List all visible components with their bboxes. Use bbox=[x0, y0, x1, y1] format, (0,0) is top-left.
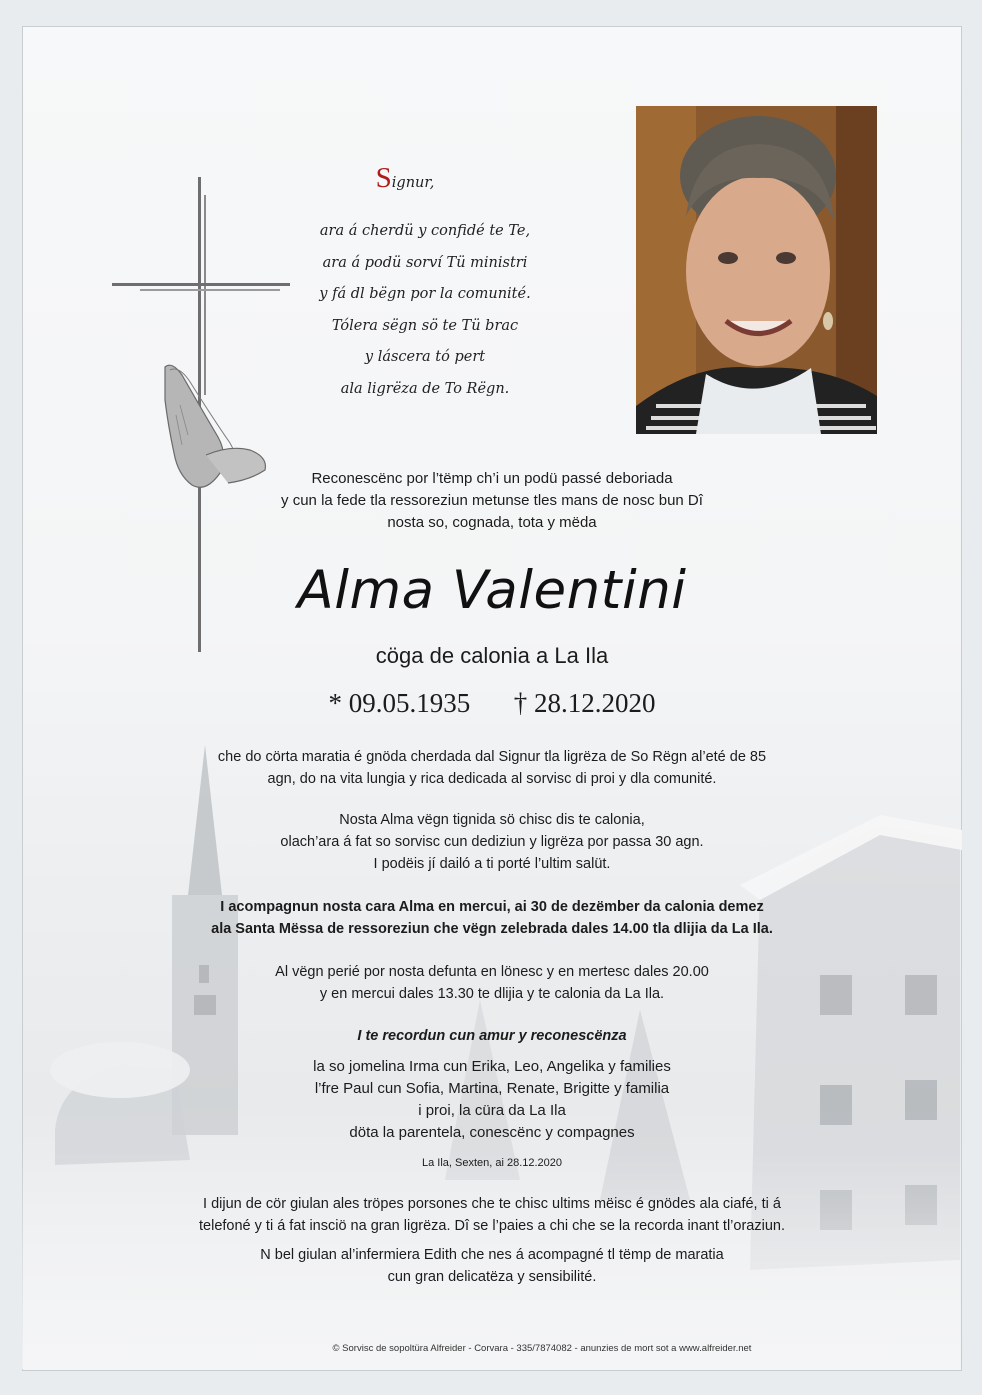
paragraph-line: I dijun de cör giulan ales tröpes porsones che te chisc ultims mëisc é gnödes ala ciafé, ti á bbox=[203, 1196, 781, 1212]
prayer-line: ala ligrëza de To Rëgn. bbox=[340, 380, 510, 397]
paragraph-prayer-times bbox=[127, 961, 857, 1005]
paragraph-viewing bbox=[127, 809, 857, 875]
intro-line: y cun la fede tla ressoreziun metunse tles mans de nosc bun Dî bbox=[281, 492, 703, 509]
birth-date: * 09.05.1935 bbox=[328, 688, 471, 718]
paragraph-line: Al vëgn perié por nosta defunta en lönesc y en mertesc dales 20.00 bbox=[275, 964, 709, 980]
place-date: La Ila, Sexten, ai 28.12.2020 bbox=[421, 1157, 563, 1169]
thanks-paragraph bbox=[127, 1193, 857, 1237]
paragraph-line: Nosta Alma vëgn tignida sö chisc dis te calonia, bbox=[339, 812, 645, 828]
mourners-list bbox=[127, 1056, 857, 1144]
prayer-line: y fá dl bëgn por la comunité. bbox=[319, 286, 531, 302]
paragraph-funeral bbox=[127, 896, 857, 940]
prayer-line: Tólera sëgn sö te Tü brac bbox=[331, 317, 519, 334]
intro-line: nosta so, cognada, tota y mëda bbox=[387, 514, 597, 531]
remember-heading: I te recordun cun amur y reconescënza bbox=[357, 1028, 627, 1044]
mourner-line: l’fre Paul cun Sofia, Martina, Renate, Brigitte y familia bbox=[314, 1080, 670, 1097]
deceased-name: Alma Valentini bbox=[297, 560, 687, 621]
paragraph-line: agn, do na vita lungia y rica dedicada al sorvisc di proi y dla comunité. bbox=[267, 771, 717, 787]
cross-horizontal-bar bbox=[112, 283, 290, 286]
prayer-lines bbox=[300, 216, 550, 405]
paragraph-line: cun gran delicatëza y sensibilité. bbox=[387, 1269, 597, 1285]
paragraph-line: telefoné y ti á fat insciö na gran ligrëza. Dî se l’paies a chi che se la recorda inant tl’oraziun. bbox=[199, 1218, 785, 1234]
prayer-line: y láscera tó pert bbox=[364, 349, 486, 365]
mourner-line: döta la parentela, conescënc y compagnes bbox=[349, 1124, 635, 1141]
prayer-poem bbox=[300, 162, 550, 195]
intro-line: Reconescënc por l’tëmp ch’i un podü passé deboriada bbox=[311, 470, 673, 487]
paragraph-line: N bel giulan al’infermiera Edith che nes á acompagné tl tëmp de maratia bbox=[260, 1247, 724, 1263]
paragraph-line: I podëis jí dailó a ti porté l’ultim salüt. bbox=[373, 856, 611, 872]
paragraph-line: olach’ara á fat so sorvisc cun dediziun y ligrëza por passa 30 agn. bbox=[280, 834, 704, 850]
portrait-photo bbox=[636, 106, 877, 434]
paragraph-line: I acompagnun nosta cara Alma en mercui, ai 30 de dezëmber da calonia demez bbox=[220, 899, 764, 915]
paragraph-passing bbox=[127, 746, 857, 790]
death-date: † 28.12.2020 bbox=[513, 688, 656, 718]
mourner-line: i proi, la cüra da La Ila bbox=[418, 1102, 566, 1119]
paragraph-line: che do cörta maratia é gnöda cherdada dal Signur tla ligrëza de So Rëgn al’eté de 85 bbox=[217, 749, 767, 765]
prayer-line: ara á podü sorví Tü ministri bbox=[322, 254, 528, 271]
prayer-first-line bbox=[260, 162, 550, 195]
thanks-nurse-paragraph bbox=[127, 1244, 857, 1288]
intro-text bbox=[127, 468, 857, 534]
footer-credit: © Sorvisc de sopoltüra Alfreider - Corvara - 335/7874082 - anunzies de mort sot a www.alfreider.net bbox=[332, 1343, 752, 1354]
prayer-line: ara á cherdü y confidé te Te, bbox=[319, 223, 531, 239]
mourner-line: la so jomelina Irma cun Erika, Leo, Angelika y families bbox=[313, 1058, 671, 1075]
deceased-subtitle: cöga de calonia a La Ila bbox=[375, 643, 609, 668]
life-dates bbox=[127, 688, 857, 719]
paragraph-line: ala Santa Mëssa de ressoreziun che vëgn zelebrada dales 14.00 tla dlijia da La Ila. bbox=[211, 921, 773, 937]
prayer-initial: S bbox=[375, 162, 392, 194]
paragraph-line: y en mercui dales 13.30 te dlijia y te calonia da La Ila. bbox=[319, 986, 665, 1002]
prayer-first-word: ignur, bbox=[391, 175, 435, 191]
